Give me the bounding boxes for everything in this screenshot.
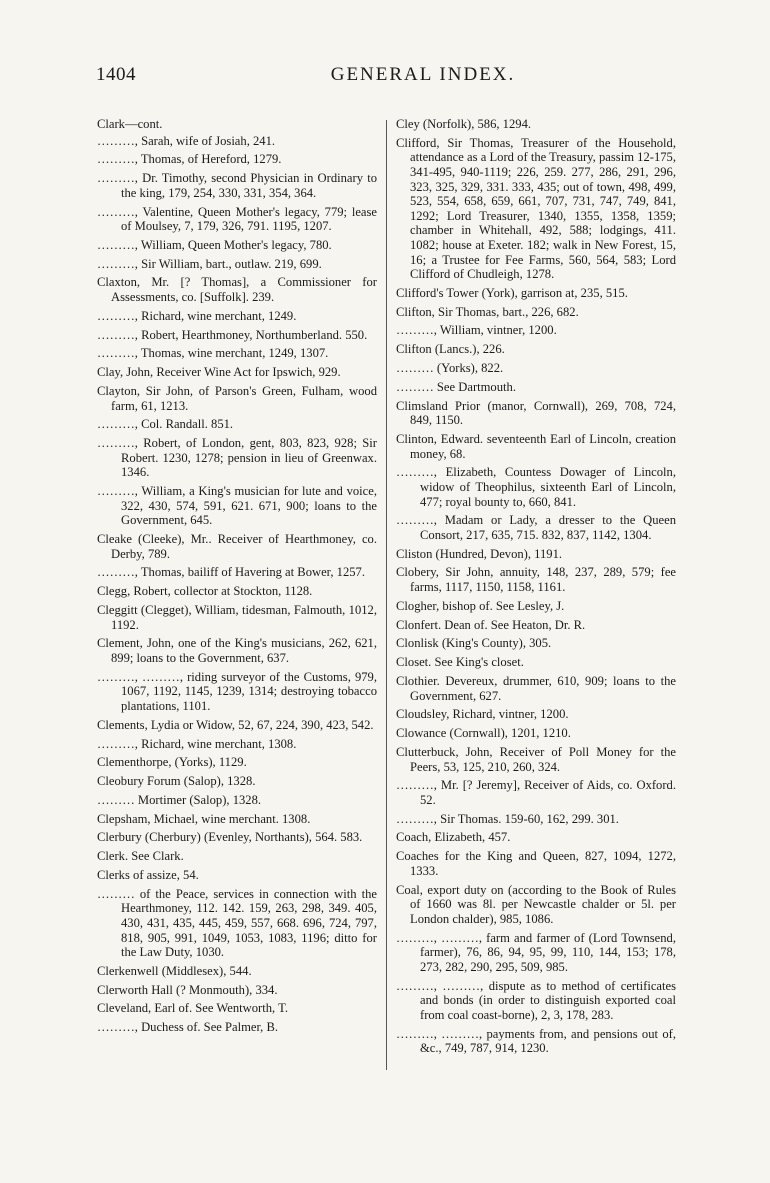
- index-entry: ……… See Dartmouth.: [396, 379, 516, 394]
- index-entry: Climsland Prior (manor, Cornwall), 269, 708, 724, 849, 1150.: [396, 398, 676, 428]
- index-entry: Clinton, Edward. seventeenth Earl of Lincoln, creation money, 68.: [396, 431, 676, 461]
- index-entry: Clifford's Tower (York), garrison at, 235, 515.: [396, 285, 628, 300]
- index-entry: Cleobury Forum (Salop), 1328.: [97, 774, 256, 789]
- left-column: [97, 117, 377, 1039]
- index-entry: Clerkenwell (Middlesex), 544.: [97, 963, 252, 978]
- right-column: [396, 117, 676, 1060]
- index-entry: ………, Duchess of. See Palmer, B.: [97, 1020, 279, 1035]
- index-entry: Clay, John, Receiver Wine Act for Ipswich, 929.: [97, 365, 341, 380]
- index-entry: Closet. See King's closet.: [396, 655, 524, 670]
- index-entry: Clobery, Sir John, annuity, 148, 237, 289, 579; fee farms, 1117, 1150, 1158, 1161.: [396, 565, 676, 595]
- index-entry: ……… of the Peace, services in connection with the Hearthmoney, 112. 142. 159, 263, 298, 349. 405, 430, 431, 435, 445, 459, 557, 668. 696, 724, 797, 818, 905, 991, 1049, 1053, 1083, 1196; ditto for the Law Duty, 1030.: [97, 886, 377, 960]
- index-entry: ………, Elizabeth, Countess Dowager of Lincoln, widow of Theophilus, sixteenth Earl of Lincoln, 477; royal bounty to, 660, 841.: [396, 465, 676, 509]
- index-entry: ………, ………, payments from, and pensions out of, &c., 749, 787, 914, 1230.: [396, 1026, 676, 1056]
- index-entry: ………, Mr. [? Jeremy], Receiver of Aids, co. Oxford. 52.: [396, 778, 676, 807]
- index-entry: Coach, Elizabeth, 457.: [396, 830, 511, 845]
- index-entry: ………, Thomas, of Hereford, 1279.: [97, 152, 282, 167]
- index-entry: ………, ………, dispute as to method of certificates and bonds (in order to distinguish exported coal from coal coast-borne), 2, 3, 178, 283.: [396, 978, 676, 1022]
- index-entry: Clark—cont.: [97, 117, 163, 131]
- index-entry: Clegg, Robert, collector at Stockton, 1128.: [97, 584, 313, 599]
- index-entry: ………, William, Queen Mother's legacy, 780.: [97, 237, 332, 252]
- index-entry: Cleggitt (Clegget), William, tidesman, Falmouth, 1012, 1192.: [97, 603, 377, 632]
- index-entry: Cleake (Cleeke), Mr.. Receiver of Hearthmoney, co. Derby, 789.: [97, 532, 377, 561]
- index-entry: Clepsham, Michael, wine merchant. 1308.: [97, 811, 311, 826]
- index-entry: ………, Sir Thomas. 159-60, 162, 299. 301.: [396, 811, 619, 826]
- running-title: GENERAL INDEX.: [330, 64, 516, 85]
- index-entry: Clerk. See Clark.: [97, 849, 184, 864]
- index-entry: ………, Richard, wine merchant, 1249.: [97, 308, 297, 323]
- page-number: 1404: [96, 64, 136, 85]
- index-entry: Cley (Norfolk), 586, 1294.: [396, 117, 532, 131]
- index-entry: Clifton (Lancs.), 226.: [396, 342, 505, 357]
- index-entry: Cloudsley, Richard, vintner, 1200.: [396, 707, 569, 722]
- index-entry: Clementhorpe, (Yorks), 1129.: [97, 755, 247, 770]
- index-entry: ………, Madam or Lady, a dresser to the Queen Consort, 217, 635, 715. 832, 837, 1142, 1304.: [396, 513, 676, 542]
- index-entry: Clonfert. Dean of. See Heaton, Dr. R.: [396, 617, 586, 632]
- index-entry: Cleveland, Earl of. See Wentworth, T.: [97, 1001, 288, 1016]
- index-entry: ………, ………, farm and farmer of (Lord Townsend, farmer), 76, 86, 94, 95, 99, 110, 144, 153; 178, 273, 282, 290, 295, 509, 985.: [396, 930, 676, 974]
- index-entry: ………, William, a King's musician for lute and voice, 322, 430, 574, 591, 621. 671, 900; loans to the Government, 645.: [97, 484, 377, 528]
- index-entry: ………, Valentine, Queen Mother's legacy, 779; lease of Moulsey, 7, 179, 326, 791. 1195, 1207.: [97, 204, 377, 234]
- index-entry: Clerworth Hall (? Monmouth), 334.: [97, 982, 278, 997]
- index-entry: Coaches for the King and Queen, 827, 1094, 1272, 1333.: [396, 849, 676, 878]
- index-entry: ……… Mortimer (Salop), 1328.: [97, 792, 262, 807]
- index-entry: Clerbury (Cherbury) (Evenley, Northants), 564. 583.: [97, 830, 363, 845]
- index-entry: Clifford, Sir Thomas, Treasurer of the Household, attendance as a Lord of the Treasury, passim 12-175, 341-495, 940-1119; 226, 259. 277, 286, 291, 296, 323, 325, 329, 331. 333, 435; out of town, 498, 499, 523, 554, 658, 659, 661, 707, 731, 747, 749, 841, 1292; Lord Treasurer, 1340, 1355, 1358, 1359; chamber in Whitehall, 492, 588; lodgings, 411. 1082; house at Exeter. 182; walk in New Forest, 15, 16; a Trustee for Fee Farms, 560, 564, 583; Lord Clifford of Chudleigh, 1278.: [396, 135, 676, 282]
- index-entry: ………, Robert, of London, gent, 803, 823, 928; Sir Robert. 1230, 1278; pension in lieu of Greenwax. 1346.: [97, 436, 377, 480]
- index-entry: ………, William, vintner, 1200.: [396, 323, 557, 338]
- index-entry: ………, Sarah, wife of Josiah, 241.: [97, 133, 276, 148]
- index-entry: ………, Dr. Timothy, second Physician in Ordinary to the king, 179, 254, 330, 331, 354, 364.: [97, 171, 377, 200]
- index-entry: Clements, Lydia or Widow, 52, 67, 224, 390, 423, 542.: [97, 717, 374, 732]
- index-entry: Clement, John, one of the King's musicians, 262, 621, 899; loans to the Government, 637.: [97, 636, 377, 665]
- column-divider: [386, 120, 387, 1070]
- index-entry: Clerks of assize, 54.: [97, 867, 199, 882]
- index-entry: ………, Thomas, bailiff of Havering at Bower, 1257.: [97, 565, 365, 580]
- index-entry: Clowance (Cornwall), 1201, 1210.: [396, 726, 571, 741]
- index-entry: Clayton, Sir John, of Parson's Green, Fulham, wood farm, 61, 1213.: [97, 383, 377, 413]
- index-entry: Cliston (Hundred, Devon), 1191.: [396, 546, 563, 561]
- index-entry: ………, Robert, Hearthmoney, Northumberland. 550.: [97, 327, 368, 342]
- index-entry: ………, Col. Randall. 851.: [97, 417, 234, 432]
- index-entry: ………, Sir William, bart., outlaw. 219, 699.: [97, 256, 322, 271]
- page-header: [96, 62, 710, 92]
- index-entry: Claxton, Mr. [? Thomas], a Commissioner for Assessments, co. [Suffolk]. 239.: [97, 275, 377, 305]
- index-entry: Clifton, Sir Thomas, bart., 226, 682.: [396, 304, 579, 319]
- index-entry: Clothier. Devereux, drummer, 610, 909; loans to the Government, 627.: [396, 673, 676, 703]
- index-entry: Clonlisk (King's County), 305.: [396, 636, 552, 651]
- index-entry: Coal, export duty on (according to the Book of Rules of 1660 was 8l. per Newcastle chalder or 5l. per London chalder), 985, 1086.: [396, 882, 676, 926]
- index-entry: ………, ………, riding surveyor of the Customs, 979, 1067, 1192, 1145, 1239, 1314; destroying tobacco plantations, 1101.: [97, 669, 377, 713]
- index-entry: ………, Richard, wine merchant, 1308.: [97, 736, 297, 751]
- index-entry: Clogher, bishop of. See Lesley, J.: [396, 598, 565, 613]
- index-entry: ………, Thomas, wine merchant, 1249, 1307.: [97, 346, 329, 361]
- index-entry: Clutterbuck, John, Receiver of Poll Money for the Peers, 53, 125, 210, 260, 324.: [396, 744, 676, 774]
- index-entry: ……… (Yorks), 822.: [396, 361, 504, 376]
